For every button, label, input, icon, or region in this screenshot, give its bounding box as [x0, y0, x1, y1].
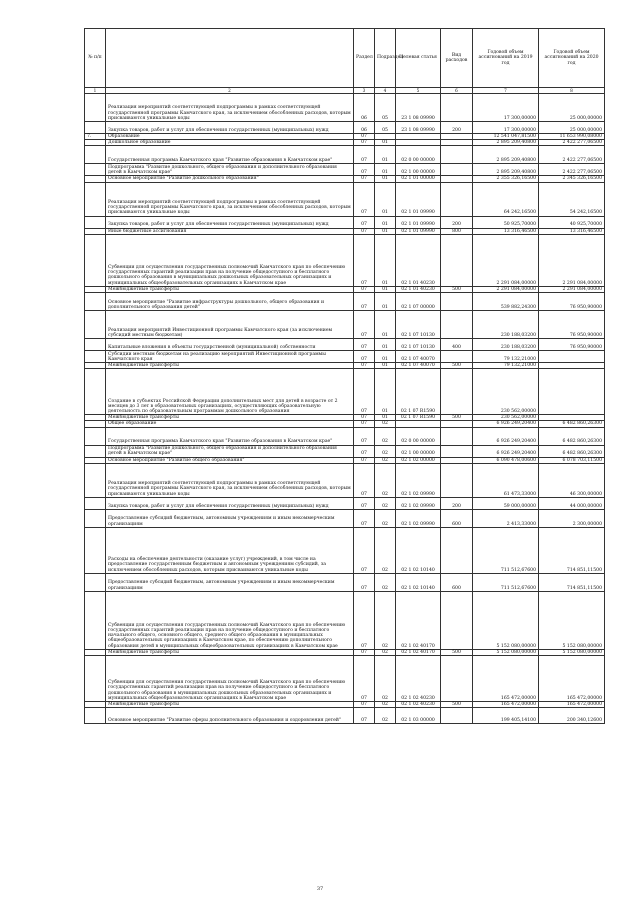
row-amount-2019: 6 090 478,00600 — [473, 457, 539, 463]
row-amount-2019: 79 132,21000 — [473, 351, 539, 363]
row-number: 7. — [85, 134, 106, 140]
row-cs: 02 1 02 40170 — [396, 591, 441, 649]
row-podrazdel: 05 — [375, 122, 396, 134]
row-cs: 02 1 07 00000 — [396, 293, 441, 311]
row-cs: 02 1 02 40170 — [396, 649, 441, 655]
row-cs: 02 1 02 10140 — [396, 573, 441, 591]
row-number — [85, 339, 106, 351]
row-podrazdel: 02 — [375, 591, 396, 649]
row-cs: 02 1 02 09990 — [396, 497, 441, 509]
row-cs: 02 1 00 00000 — [396, 164, 441, 176]
row-razdel: 07 — [354, 708, 375, 724]
row-razdel: 06 — [354, 122, 375, 134]
row-cs: 02 1 01 00000 — [396, 176, 441, 182]
row-name: Дошкольное образование — [106, 140, 354, 146]
row-razdel: 07 — [354, 591, 375, 649]
row-number — [85, 369, 106, 415]
row-podrazdel: 01 — [375, 351, 396, 363]
row-cs: 02 1 02 09990 — [396, 509, 441, 527]
row-amount-2019: 711 512,67600 — [473, 527, 539, 573]
row-amount-2020: 2 345 326,16500 — [539, 176, 605, 182]
row-podrazdel: 01 — [375, 182, 396, 216]
row-amount-2019: 230 562,00000 — [473, 369, 539, 415]
row-cs: 02 1 07 40070 — [396, 363, 441, 369]
row-podrazdel: 01 — [375, 311, 396, 339]
row-vr — [441, 164, 473, 176]
row-vr: 500 — [441, 649, 473, 655]
table-row — [85, 427, 605, 445]
row-name: Межбюджетные трансферты — [106, 702, 354, 708]
row-podrazdel: 02 — [375, 702, 396, 708]
row-razdel: 07 — [354, 351, 375, 363]
index-cell: 3 — [354, 88, 375, 94]
row-number — [85, 293, 106, 311]
row-vr — [441, 234, 473, 286]
row-name: Подпрограмма "Развитие дошкольного, общего образования и дополнительного образования детей в Камчатском крае" — [106, 164, 354, 176]
row-amount-2019: 2 895 209,40800 — [473, 164, 539, 176]
row-razdel: 07 — [354, 216, 375, 228]
row-number — [85, 216, 106, 228]
header-razdel: Раздел — [354, 29, 375, 88]
row-name: Предоставление субсидий бюджетным, автономным учреждениям и иным некоммерческим организациям — [106, 573, 354, 591]
row-number — [85, 311, 106, 339]
row-name: Основное мероприятие "Развитие сферы дополнительного образования и оздоровления детей" — [106, 708, 354, 724]
row-podrazdel: 02 — [375, 509, 396, 527]
table-row — [85, 234, 605, 286]
row-amount-2019: 2 355 326,16500 — [473, 176, 539, 182]
row-vr — [441, 708, 473, 724]
row-name: Создание в субъектах Российской Федерации дополнительных мест для детей в возрасте от 2 месяцев до 3 лет в образовательных организациях, осуществляющих образовательную деятельность по образовательным программам дошкольного образования — [106, 369, 354, 415]
row-name: Образование — [106, 134, 354, 140]
row-podrazdel: 01 — [375, 140, 396, 146]
row-podrazdel: 02 — [375, 656, 396, 702]
document-page — [84, 28, 604, 724]
row-name: Основное мероприятие "Развитие инфраструктуры дошкольного, общего образования и дополнительного образования детей" — [106, 293, 354, 311]
header-vr: Вид расходов — [441, 29, 473, 88]
row-cs: 02 1 07 10130 — [396, 311, 441, 339]
row-amount-2020: 25 000,00000 — [539, 94, 605, 122]
row-amount-2020: 40 925,70000 — [539, 216, 605, 228]
row-podrazdel: 01 — [375, 415, 396, 421]
table-row — [85, 351, 605, 363]
row-amount-2020: 76 950,90000 — [539, 293, 605, 311]
row-amount-2019: 539 882,24300 — [473, 293, 539, 311]
table-row — [85, 573, 605, 591]
row-amount-2019: 230 562,00000 — [473, 415, 539, 421]
row-podrazdel: 01 — [375, 369, 396, 415]
row-cs: 02 0 00 00000 — [396, 146, 441, 164]
index-cell: 4 — [375, 88, 396, 94]
table-row — [85, 509, 605, 527]
row-amount-2020: 76 950,90000 — [539, 311, 605, 339]
row-amount-2020: 6 078 703,11500 — [539, 457, 605, 463]
table-row — [85, 463, 605, 497]
row-number — [85, 164, 106, 176]
row-name: Реализация мероприятий соответствующей подпрограммы в рамках соответствующей государственной программы Камчатского края, за исключением обособленных расходов, которым присваиваются уникальные коды — [106, 94, 354, 122]
row-vr — [441, 369, 473, 415]
row-amount-2020: 25 000,00000 — [539, 122, 605, 134]
row-amount-2020: 6 482 860,26300 — [539, 421, 605, 427]
row-name: Межбюджетные трансферты — [106, 649, 354, 655]
row-name: Межбюджетные трансферты — [106, 415, 354, 421]
row-podrazdel: 01 — [375, 146, 396, 164]
row-cs: 02 1 00 00000 — [396, 445, 441, 457]
index-cell: 8 — [539, 88, 605, 94]
row-name: Межбюджетные трансферты — [106, 286, 354, 292]
row-amount-2020: 6 482 860,26300 — [539, 427, 605, 445]
row-amount-2020: 2 291 084,00000 — [539, 234, 605, 286]
row-cs: 02 1 07 R1590 — [396, 369, 441, 415]
row-razdel: 07 — [354, 164, 375, 176]
row-razdel: 07 — [354, 339, 375, 351]
row-podrazdel: 02 — [375, 527, 396, 573]
row-vr: 600 — [441, 573, 473, 591]
row-amount-2019: 5 152 080,00000 — [473, 591, 539, 649]
row-amount-2019: 5 152 080,00000 — [473, 649, 539, 655]
row-razdel: 07 — [354, 369, 375, 415]
row-amount-2019: 61 473,33000 — [473, 463, 539, 497]
row-amount-2019: 2 291 084,00000 — [473, 286, 539, 292]
row-number — [85, 497, 106, 509]
table-row — [85, 339, 605, 351]
row-name: Иные бюджетные ассигнования — [106, 228, 354, 234]
row-podrazdel: 01 — [375, 164, 396, 176]
row-amount-2019: 2 895 209,40800 — [473, 140, 539, 146]
row-razdel: 06 — [354, 94, 375, 122]
row-name: Субвенции для осуществления государственных полномочий Камчатского края по обеспечению государственных гарантий реализации прав на получение общедоступного и бесплатного дошкольного образования в муниципальных дошкольных образовательных организациях и муниципальных общеобразовательных организациях в Камчатском крае — [106, 234, 354, 286]
row-vr — [441, 527, 473, 573]
row-cs: 02 1 01 09990 — [396, 182, 441, 216]
row-razdel: 07 — [354, 457, 375, 463]
row-vr: 500 — [441, 363, 473, 369]
row-amount-2020: 5 152 080,00000 — [539, 649, 605, 655]
row-vr: 200 — [441, 216, 473, 228]
row-name: Расходы на обеспечение деятельности (оказание услуг) учреждений, в том числе на предоставление государственным бюджетным и автономным учреждениям субсидий, за исключением обособленных расходов, которым присваиваются уникальные коды — [106, 527, 354, 573]
row-razdel: 07 — [354, 573, 375, 591]
row-amount-2020 — [539, 351, 605, 363]
row-amount-2019: 165 472,00000 — [473, 702, 539, 708]
row-vr: 500 — [441, 286, 473, 292]
row-vr: 500 — [441, 702, 473, 708]
table-row — [85, 146, 605, 164]
row-number — [85, 591, 106, 649]
row-podrazdel: 01 — [375, 228, 396, 234]
row-cs: 02 1 02 40230 — [396, 702, 441, 708]
row-name: Подпрограмма "Развитие дошкольного, общего образования и дополнительного образования детей в Камчатском крае" — [106, 445, 354, 457]
index-cell: 7 — [473, 88, 539, 94]
row-razdel: 07 — [354, 649, 375, 655]
row-number — [85, 234, 106, 286]
row-name: Реализация мероприятий Инвестиционной программы Камчатского края (за исключением субсидий местным бюджетам) — [106, 311, 354, 339]
table-row — [85, 656, 605, 702]
row-amount-2019: 711 512,67600 — [473, 573, 539, 591]
header-y2020: Годовой объем ассигнований на 2020 год — [539, 29, 605, 88]
index-cell: 2 — [106, 88, 354, 94]
row-amount-2020: 2 422 277,06500 — [539, 140, 605, 146]
row-amount-2019: 79 132,21000 — [473, 363, 539, 369]
header-name — [106, 29, 354, 88]
row-razdel: 07 — [354, 415, 375, 421]
row-razdel: 07 — [354, 286, 375, 292]
row-vr: 600 — [441, 509, 473, 527]
header-podrazdel: Подраздел — [375, 29, 396, 88]
row-podrazdel: 02 — [375, 708, 396, 724]
row-razdel: 07 — [354, 140, 375, 146]
row-amount-2020: 165 472,00000 — [539, 702, 605, 708]
row-cs: 02 1 07 40070 — [396, 351, 441, 363]
row-amount-2019: 230 188,03200 — [473, 339, 539, 351]
row-vr — [441, 591, 473, 649]
row-podrazdel: 02 — [375, 445, 396, 457]
row-number — [85, 351, 106, 363]
row-amount-2019: 64 242,16500 — [473, 182, 539, 216]
row-cs: 02 1 01 09990 — [396, 216, 441, 228]
row-name: Субвенции для осуществления государственных полномочий Камчатского края по обеспечению государственных гарантий реализации прав на получение общедоступного и бесплатного начального общего, основного общего, среднего общего образования в муниципальных общеобразовательных организациях в Камчатском крае, по обеспечению дополнительного образования детей в муниципальных общеобразовательных организациях в Камчатском крае — [106, 591, 354, 649]
row-vr: 200 — [441, 497, 473, 509]
row-podrazdel: 05 — [375, 94, 396, 122]
row-cs: 02 1 01 09990 — [396, 228, 441, 234]
header-y2019: Годовой объем ассигнований на 2019 год — [473, 29, 539, 88]
row-podrazdel: 01 — [375, 339, 396, 351]
header-no: № п/п — [85, 29, 106, 88]
row-razdel: 07 — [354, 509, 375, 527]
row-amount-2020: 200 340,12600 — [539, 708, 605, 724]
row-amount-2020: 2 300,00000 — [539, 509, 605, 527]
row-number — [85, 527, 106, 573]
row-amount-2019: 2 291 084,00000 — [473, 234, 539, 286]
row-vr — [441, 351, 473, 363]
row-razdel: 07 — [354, 311, 375, 339]
row-amount-2019: 13 316,46500 — [473, 228, 539, 234]
row-amount-2020: 54 242,16500 — [539, 182, 605, 216]
row-razdel: 07 — [354, 293, 375, 311]
row-cs: 02 1 07 10130 — [396, 339, 441, 351]
row-podrazdel: 01 — [375, 216, 396, 228]
row-podrazdel: 01 — [375, 293, 396, 311]
row-amount-2019: 6 926 249,20400 — [473, 427, 539, 445]
row-name: Межбюджетные трансферты — [106, 363, 354, 369]
table-row — [85, 122, 605, 134]
row-podrazdel: 02 — [375, 463, 396, 497]
table-row — [85, 293, 605, 311]
row-number — [85, 182, 106, 216]
row-vr — [441, 94, 473, 122]
row-amount-2020: 2 422 277,06500 — [539, 164, 605, 176]
row-razdel: 07 — [354, 421, 375, 427]
row-amount-2019: 59 000,00000 — [473, 497, 539, 509]
table-row — [85, 708, 605, 724]
row-amount-2019: 165 472,00000 — [473, 656, 539, 702]
row-podrazdel: 02 — [375, 457, 396, 463]
row-number — [85, 463, 106, 497]
row-name: Субсидии местным бюджетам на реализацию мероприятий Инвестиционной программы Камчатского края — [106, 351, 354, 363]
row-vr — [441, 293, 473, 311]
row-amount-2019: 2 895 209,40800 — [473, 146, 539, 164]
header-cs: Целевая статья — [396, 29, 441, 88]
row-razdel: 07 — [354, 527, 375, 573]
row-name: Закупка товаров, работ и услуг для обеспечения государственных (муниципальных) нужд — [106, 122, 354, 134]
row-razdel: 07 — [354, 234, 375, 286]
table-body — [85, 94, 605, 724]
row-amount-2019: 199 405,14100 — [473, 708, 539, 724]
row-name: Основное мероприятие "Развитие дошкольного образования" — [106, 176, 354, 182]
row-amount-2020: 5 152 080,00000 — [539, 591, 605, 649]
table-row — [85, 311, 605, 339]
index-cell: 6 — [441, 88, 473, 94]
row-amount-2019: 6 926 249,20400 — [473, 421, 539, 427]
row-amount-2020: 165 472,00000 — [539, 656, 605, 702]
row-amount-2020: 714 851,11500 — [539, 573, 605, 591]
row-number — [85, 656, 106, 702]
row-cs: 02 1 01 40230 — [396, 234, 441, 286]
row-name: Основное мероприятие "Развитие общего образования" — [106, 457, 354, 463]
row-razdel: 07 — [354, 228, 375, 234]
row-vr: 400 — [441, 339, 473, 351]
row-razdel: 07 — [354, 176, 375, 182]
row-amount-2019: 6 926 249,20400 — [473, 445, 539, 457]
row-name: Субвенции для осуществления государственных полномочий Камчатского края по обеспечению государственных гарантий реализации прав на получение общедоступного и бесплатного дошкольного образования в муниципальных дошкольных образовательных организациях и муниципальных общеобразовательных организациях в Камчатском крае — [106, 656, 354, 702]
row-number — [85, 146, 106, 164]
row-podrazdel: 02 — [375, 573, 396, 591]
row-podrazdel: 01 — [375, 363, 396, 369]
row-razdel: 07 — [354, 363, 375, 369]
row-cs: 02 1 02 40230 — [396, 656, 441, 702]
row-razdel: 07 — [354, 445, 375, 457]
row-amount-2020: 6 482 860,26300 — [539, 445, 605, 457]
row-number — [85, 94, 106, 122]
row-name: Капитальные вложения в объекты государственной (муниципальной) собственности — [106, 339, 354, 351]
row-amount-2020: 2 422 277,06500 — [539, 146, 605, 164]
row-razdel: 07 — [354, 182, 375, 216]
row-amount-2019: 50 925,70000 — [473, 216, 539, 228]
row-cs: 23 1 08 09990 — [396, 94, 441, 122]
row-cs: 02 1 07 R1590 — [396, 415, 441, 421]
row-podrazdel: 02 — [375, 427, 396, 445]
row-cs: 02 1 01 40230 — [396, 286, 441, 292]
table-row — [85, 527, 605, 573]
row-razdel: 07 — [354, 427, 375, 445]
row-vr — [441, 656, 473, 702]
table-row — [85, 94, 605, 122]
row-vr — [441, 427, 473, 445]
table-row — [85, 497, 605, 509]
row-number — [85, 573, 106, 591]
row-number — [85, 122, 106, 134]
row-vr — [441, 182, 473, 216]
index-cell: 5 — [396, 88, 441, 94]
row-number — [85, 445, 106, 457]
row-name: Реализация мероприятий соответствующей подпрограммы в рамках соответствующей государственной программы Камчатского края, за исключением обособленных расходов, которым присваиваются уникальные коды — [106, 463, 354, 497]
row-amount-2019: 230 188,03200 — [473, 311, 539, 339]
row-amount-2019: 17 300,00000 — [473, 122, 539, 134]
table-row — [85, 164, 605, 176]
row-vr — [441, 463, 473, 497]
row-amount-2019: 17 300,00000 — [473, 94, 539, 122]
row-podrazdel: 01 — [375, 176, 396, 182]
row-cs: 02 1 03 00000 — [396, 708, 441, 724]
row-number — [85, 708, 106, 724]
row-name: Предоставление субсидий бюджетным, автономным учреждениям и иным некоммерческим организациям — [106, 509, 354, 527]
table-row — [85, 591, 605, 649]
row-razdel: 07 — [354, 497, 375, 509]
row-podrazdel: 01 — [375, 234, 396, 286]
page-number: 37 — [316, 886, 324, 892]
row-razdel: 07 — [354, 463, 375, 497]
row-cs: 02 1 02 10140 — [396, 527, 441, 573]
index-cell: 1 — [85, 88, 106, 94]
table-header-row — [85, 29, 605, 88]
row-amount-2019: 12 541 047,81500 — [473, 134, 539, 140]
table-row — [85, 445, 605, 457]
row-vr: 800 — [441, 228, 473, 234]
row-vr — [441, 311, 473, 339]
row-name: Закупка товаров, работ и услуг для обеспечения государственных (муниципальных) нужд — [106, 216, 354, 228]
table-row — [85, 182, 605, 216]
row-vr — [441, 445, 473, 457]
row-name: Государственная программа Камчатского края "Развитие образования в Камчатском крае" — [106, 146, 354, 164]
row-number — [85, 427, 106, 445]
row-razdel: 07 — [354, 146, 375, 164]
row-amount-2020: 714 851,11500 — [539, 527, 605, 573]
table-row — [85, 369, 605, 415]
row-number — [85, 509, 106, 527]
row-razdel: 07 — [354, 702, 375, 708]
row-vr — [441, 146, 473, 164]
row-name: Закупка товаров, работ и услуг для обеспечения государственных (муниципальных) нужд — [106, 497, 354, 509]
row-amount-2020: 76 950,90000 — [539, 339, 605, 351]
row-name: Реализация мероприятий соответствующей подпрограммы в рамках соответствующей государственной программы Камчатского края, за исключением обособленных расходов, которым присваиваются уникальные коды — [106, 182, 354, 216]
row-amount-2020: 2 291 084,00000 — [539, 286, 605, 292]
row-podrazdel: 02 — [375, 497, 396, 509]
row-cs: 02 1 02 09990 — [396, 463, 441, 497]
row-cs: 23 1 08 09990 — [396, 122, 441, 134]
row-amount-2020: 46 300,00000 — [539, 463, 605, 497]
row-razdel: 07 — [354, 656, 375, 702]
row-amount-2020: 44 000,00000 — [539, 497, 605, 509]
row-name: Государственная программа Камчатского края "Развитие образования в Камчатском крае" — [106, 427, 354, 445]
row-cs: 02 1 02 00000 — [396, 457, 441, 463]
row-amount-2020 — [539, 369, 605, 415]
row-amount-2020: 11 653 990,08000 — [539, 134, 605, 140]
budget-table — [84, 28, 605, 724]
row-podrazdel: 02 — [375, 649, 396, 655]
row-amount-2020: 13 316,46500 — [539, 228, 605, 234]
row-podrazdel: 02 — [375, 421, 396, 427]
row-podrazdel: 01 — [375, 286, 396, 292]
row-razdel: 07 — [354, 134, 375, 140]
table-row — [85, 216, 605, 228]
row-vr: 200 — [441, 122, 473, 134]
row-vr: 500 — [441, 415, 473, 421]
row-name: Общее образование — [106, 421, 354, 427]
row-cs: 02 0 00 00000 — [396, 427, 441, 445]
row-amount-2019: 2 413,33000 — [473, 509, 539, 527]
